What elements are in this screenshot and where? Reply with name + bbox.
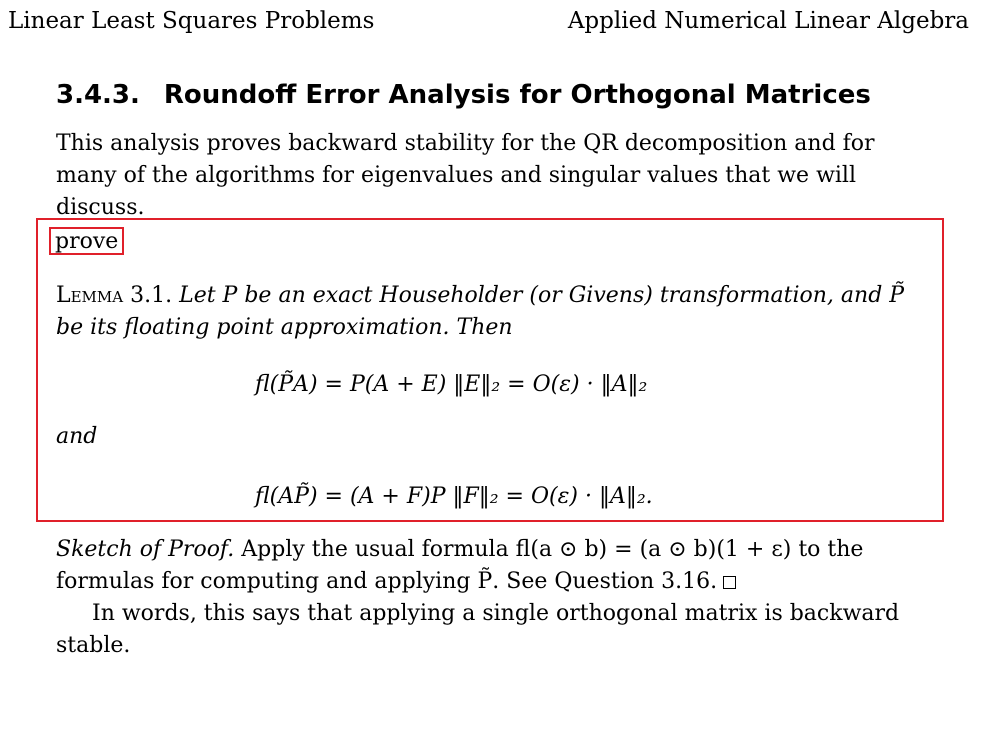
running-header-right: Applied Numerical Linear Algebra: [567, 8, 969, 34]
section-heading: [56, 80, 871, 110]
lemma-label: Lemma: [56, 283, 124, 308]
lemma-number: 3.1.: [130, 283, 173, 308]
proof-sketch: [56, 534, 936, 598]
running-header-left: Linear Least Squares Problems: [8, 8, 375, 34]
section-title: Roundoff Error Analysis for Orthogonal Matrices: [163, 80, 871, 110]
lemma-block: [56, 280, 936, 344]
closing-paragraph: [56, 598, 936, 662]
proof-text: Apply the usual formula fl(a ⊙ b) = (a ⊙ b)(1 + ε) to the formulas for computing and applying P̃. See Question 3.16.: [56, 537, 864, 594]
equation-right-multiply: fl(AP̃) = (A + F)P ‖F‖₂ = O(ε) · ‖A‖₂.: [255, 484, 653, 509]
closing-text: In words, this says that applying a single orthogonal matrix is backward stable.: [56, 601, 900, 658]
section-number: 3.4.3.: [56, 80, 140, 110]
lemma-connector: and: [56, 424, 98, 449]
lemma-statement: Let P be an exact Householder (or Givens) transformation, and P̃ be its floating point approximation. Then: [56, 283, 905, 340]
highlight-tag: prove: [49, 227, 124, 255]
intro-paragraph: This analysis proves backward stability for the QR decomposition and for many of the algorithms for eigenvalues and singular values that we will discuss.: [56, 131, 875, 220]
proof-label: Sketch of Proof.: [56, 537, 235, 562]
highlight-box: [36, 218, 944, 522]
equation-left-multiply: fl(P̃A) = P(A + E) ‖E‖₂ = O(ε) · ‖A‖₂: [255, 372, 648, 397]
qed-icon: [723, 576, 736, 589]
